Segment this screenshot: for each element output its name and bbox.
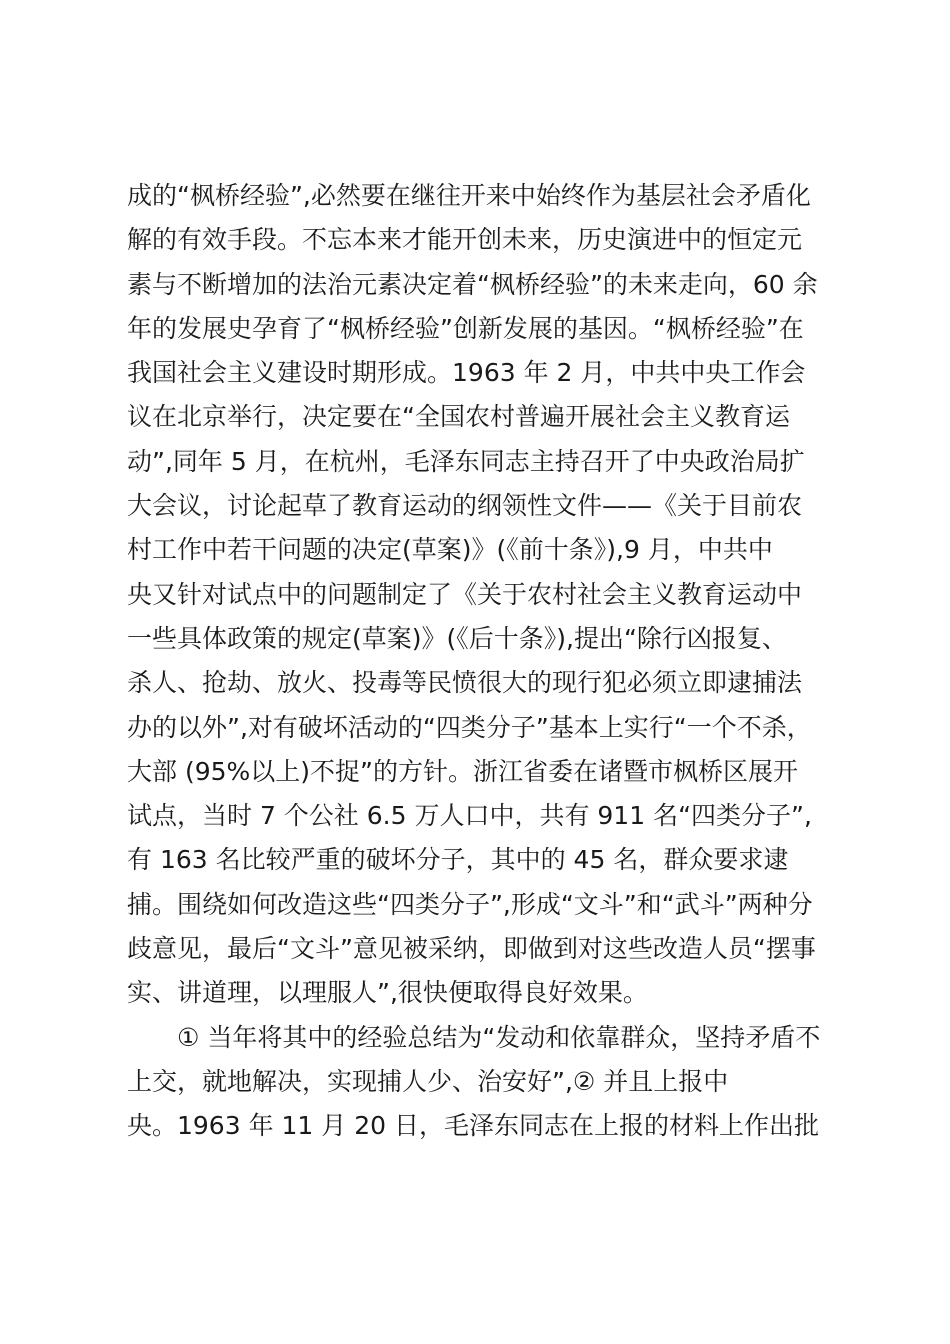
text-line: 大会议，讨论起草了教育运动的纲领性文件——《关于目前农 — [127, 491, 803, 521]
text-line: ① 当年将其中的经验总结为“发动和依靠群众，坚持矛盾不 — [177, 1022, 821, 1052]
text-line: 实、讲道理，以理服人”,很快便取得良好效果。 — [127, 978, 648, 1008]
body-text — [127, 174, 847, 1149]
text-line: 议在北京举行，决定要在“全国农村普遍开展社会主义教育运 — [127, 402, 790, 432]
text-line: 办的以外”,对有破坏活动的“四类分子”基本上实行“一个不杀， — [127, 712, 812, 742]
text-line: 年的发展史孕育了“枫桥经验”创新发展的基因。“枫桥经验”在 — [127, 313, 804, 343]
text-line: 动”,同年 5 月，在杭州，毛泽东同志主持召开了中央政治局扩 — [127, 446, 805, 476]
text-line: 央又针对试点中的问题制定了《关于农村社会主义教育运动中 — [127, 579, 803, 609]
text-line: 解的有效手段。不忘本来才能开创未来，历史演进中的恒定元 — [127, 225, 803, 255]
text-line: 我国社会主义建设时期形成。1963 年 2 月，中共中央工作会 — [127, 358, 806, 388]
text-line: 村工作中若干问题的决定(草案)》(《前十条》),9 月，中共中 — [127, 535, 773, 565]
text-line: 一些具体政策的规定(草案)》(《后十条》),提出“除行凶报复、 — [127, 623, 787, 653]
text-line: 试点，当时 7 个公社 6.5 万人口中，共有 911 名“四类分子”, — [127, 801, 812, 831]
text-line: 歧意见，最后“文斗”意见被采纳，即做到对这些改造人员“摆事 — [127, 934, 816, 964]
text-line: 成的“枫桥经验”,必然要在继往开来中始终作为基层社会矛盾化 — [127, 181, 811, 210]
text-line: 素与不断增加的法治元素决定着“枫桥经验”的未来走向，60 余 — [127, 269, 818, 299]
text-line: 有 163 名比较严重的破坏分子，其中的 45 名，群众要求逮 — [127, 845, 789, 875]
text-line: 杀人、抢劫、放火、投毒等民愤很大的现行犯必须立即逮捕法 — [127, 668, 803, 698]
text-line: 央。1963 年 11 月 20 日，毛泽东同志在上报的材料上作出批 — [127, 1111, 819, 1141]
text-line: 上交，就地解决，实现捕人少、治安好”,② 并且上报中 — [127, 1066, 729, 1096]
text-line: 捕。围绕如何改造这些“四类分子”,形成“文斗”和“武斗”两种分 — [127, 889, 813, 919]
text-line: 大部 (95%以上)不捉”的方针。浙江省委在诸暨市枫桥区展开 — [127, 756, 798, 786]
